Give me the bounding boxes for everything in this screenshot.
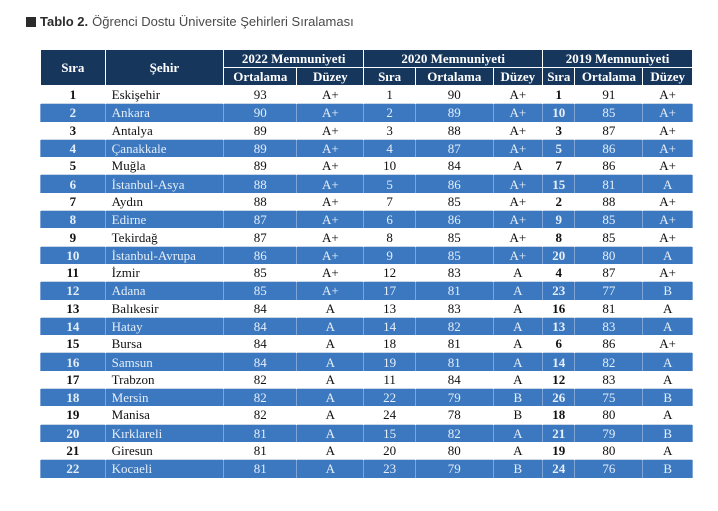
cell-2020-ortalama: 86 (415, 211, 493, 229)
cell-2020-duzey: A+ (493, 122, 543, 140)
cell-2020-sira: 8 (364, 228, 416, 246)
cell-2019-sira: 14 (543, 353, 575, 371)
cell-2022-ortalama: 85 (224, 282, 297, 300)
cell-2019-sira: 9 (543, 211, 575, 229)
cell-2020-ortalama: 85 (415, 193, 493, 211)
cell-2019-ortalama: 86 (575, 335, 643, 353)
cell-2020-sira: 12 (364, 264, 416, 282)
table-row (41, 424, 693, 442)
cell-2020-ortalama: 79 (415, 389, 493, 407)
cell-rank: 19 (41, 406, 106, 424)
cell-city: Hatay (105, 317, 224, 335)
cell-2022-duzey: A (297, 335, 364, 353)
cell-2022-ortalama: 90 (224, 104, 297, 122)
cell-city: Ankara (105, 104, 224, 122)
cell-2020-duzey: A (493, 442, 543, 460)
cell-rank: 20 (41, 424, 106, 442)
cell-2020-ortalama: 82 (415, 424, 493, 442)
cell-2022-ortalama: 88 (224, 175, 297, 193)
cell-2020-ortalama: 82 (415, 317, 493, 335)
cell-2020-ortalama: 83 (415, 300, 493, 318)
cell-2022-ortalama: 89 (224, 157, 297, 175)
cell-2020-ortalama: 88 (415, 122, 493, 140)
cell-2020-duzey: A (493, 335, 543, 353)
cell-2022-duzey: A (297, 353, 364, 371)
cell-2019-duzey: B (643, 389, 693, 407)
cell-rank: 15 (41, 335, 106, 353)
cell-2020-ortalama: 81 (415, 353, 493, 371)
cell-2020-sira: 18 (364, 335, 416, 353)
cell-rank: 22 (41, 460, 106, 478)
cell-2019-duzey: B (643, 282, 693, 300)
table-body (41, 86, 693, 478)
cell-2019-sira: 18 (543, 406, 575, 424)
table-row (41, 122, 693, 140)
cell-2019-ortalama: 85 (575, 211, 643, 229)
table-row (41, 353, 693, 371)
cell-2022-ortalama: 88 (224, 193, 297, 211)
cell-rank: 17 (41, 371, 106, 389)
cell-rank: 18 (41, 389, 106, 407)
cell-2022-ortalama: 85 (224, 264, 297, 282)
table-row (41, 282, 693, 300)
table-row (41, 193, 693, 211)
cell-2020-ortalama: 78 (415, 406, 493, 424)
cell-2019-duzey: A (643, 317, 693, 335)
cell-2020-sira: 5 (364, 175, 416, 193)
cell-2020-ortalama: 84 (415, 157, 493, 175)
cell-2020-sira: 14 (364, 317, 416, 335)
table-row (41, 300, 693, 318)
cell-2019-ortalama: 75 (575, 389, 643, 407)
cell-2020-duzey: A+ (493, 104, 543, 122)
cell-rank: 9 (41, 228, 106, 246)
cell-2020-sira: 10 (364, 157, 416, 175)
cell-2019-duzey: A (643, 442, 693, 460)
cell-city: Kırklareli (105, 424, 224, 442)
cell-2020-duzey: A (493, 353, 543, 371)
cell-2020-duzey: A+ (493, 246, 543, 264)
cell-2020-sira: 23 (364, 460, 416, 478)
cell-2019-sira: 8 (543, 228, 575, 246)
cell-2019-sira: 26 (543, 389, 575, 407)
cell-2022-duzey: A (297, 389, 364, 407)
header-2022-ortalama: Ortalama (224, 68, 297, 86)
cell-2019-ortalama: 87 (575, 122, 643, 140)
cell-2020-sira: 4 (364, 139, 416, 157)
cell-2020-duzey: B (493, 406, 543, 424)
cell-2022-ortalama: 87 (224, 211, 297, 229)
cell-2019-sira: 5 (543, 139, 575, 157)
cell-2020-sira: 22 (364, 389, 416, 407)
cell-2022-ortalama: 81 (224, 424, 297, 442)
cell-2022-ortalama: 82 (224, 406, 297, 424)
cell-2022-ortalama: 81 (224, 460, 297, 478)
cell-2019-ortalama: 83 (575, 317, 643, 335)
cell-2020-sira: 24 (364, 406, 416, 424)
cell-2019-sira: 2 (543, 193, 575, 211)
cell-2020-sira: 3 (364, 122, 416, 140)
cell-2022-ortalama: 82 (224, 389, 297, 407)
cell-city: Eskişehir (105, 86, 224, 104)
cell-city: Muğla (105, 157, 224, 175)
cell-2022-ortalama: 86 (224, 246, 297, 264)
cell-2020-duzey: A (493, 424, 543, 442)
caption-label: Tablo 2. (40, 14, 89, 29)
cell-2019-duzey: A+ (643, 335, 693, 353)
cell-2019-ortalama: 91 (575, 86, 643, 104)
cell-2020-duzey: A (493, 371, 543, 389)
cell-rank: 10 (41, 246, 106, 264)
cell-rank: 6 (41, 175, 106, 193)
cell-2020-ortalama: 86 (415, 175, 493, 193)
cell-2020-sira: 17 (364, 282, 416, 300)
cell-2020-sira: 9 (364, 246, 416, 264)
cell-rank: 12 (41, 282, 106, 300)
cell-2022-duzey: A (297, 300, 364, 318)
cell-city: Çanakkale (105, 139, 224, 157)
table-row (41, 460, 693, 478)
cell-2020-ortalama: 83 (415, 264, 493, 282)
header-2019-ortalama: Ortalama (575, 68, 643, 86)
cell-2020-ortalama: 80 (415, 442, 493, 460)
cell-2019-duzey: A (643, 371, 693, 389)
cell-2022-ortalama: 84 (224, 317, 297, 335)
cell-2019-sira: 6 (543, 335, 575, 353)
cell-2019-sira: 16 (543, 300, 575, 318)
cell-2019-duzey: A+ (643, 157, 693, 175)
cell-2019-duzey: A+ (643, 139, 693, 157)
cell-2019-ortalama: 80 (575, 442, 643, 460)
cell-2020-duzey: A+ (493, 193, 543, 211)
cell-rank: 13 (41, 300, 106, 318)
cell-rank: 16 (41, 353, 106, 371)
cell-2022-duzey: A+ (297, 264, 364, 282)
cell-2019-ortalama: 86 (575, 139, 643, 157)
cell-rank: 8 (41, 211, 106, 229)
cell-2019-sira: 15 (543, 175, 575, 193)
cell-2020-ortalama: 87 (415, 139, 493, 157)
ranking-table (40, 49, 693, 478)
cell-2019-ortalama: 81 (575, 300, 643, 318)
cell-2022-ortalama: 87 (224, 228, 297, 246)
cell-city: Antalya (105, 122, 224, 140)
cell-rank: 14 (41, 317, 106, 335)
cell-2019-duzey: A (643, 246, 693, 264)
cell-2019-sira: 19 (543, 442, 575, 460)
cell-city: Samsun (105, 353, 224, 371)
cell-2022-duzey: A (297, 317, 364, 335)
table-row (41, 335, 693, 353)
header-sehir: Şehir (105, 50, 224, 86)
cell-2019-ortalama: 81 (575, 175, 643, 193)
cell-2019-duzey: A+ (643, 104, 693, 122)
cell-2019-duzey: A (643, 406, 693, 424)
cell-2019-sira: 10 (543, 104, 575, 122)
cell-2022-ortalama: 82 (224, 371, 297, 389)
cell-city: Kocaeli (105, 460, 224, 478)
cell-2020-ortalama: 81 (415, 282, 493, 300)
cell-2020-sira: 6 (364, 211, 416, 229)
header-group-2022: 2022 Memnuniyeti (224, 50, 364, 68)
cell-2020-duzey: A (493, 264, 543, 282)
cell-2022-duzey: A+ (297, 282, 364, 300)
cell-city: Adana (105, 282, 224, 300)
cell-2022-duzey: A+ (297, 122, 364, 140)
cell-2020-ortalama: 89 (415, 104, 493, 122)
cell-2022-duzey: A+ (297, 228, 364, 246)
cell-city: İstanbul-Asya (105, 175, 224, 193)
header-group-2020: 2020 Memnuniyeti (364, 50, 543, 68)
cell-2019-duzey: A+ (643, 264, 693, 282)
caption-text: Öğrenci Dostu Üniversite Şehirleri Sıralaması (92, 14, 354, 29)
cell-2019-sira: 4 (543, 264, 575, 282)
cell-city: Edirne (105, 211, 224, 229)
cell-2022-duzey: A+ (297, 211, 364, 229)
cell-2020-sira: 20 (364, 442, 416, 460)
table-row (41, 264, 693, 282)
cell-2020-ortalama: 85 (415, 246, 493, 264)
cell-2019-duzey: A (643, 175, 693, 193)
cell-2019-sira: 1 (543, 86, 575, 104)
cell-2019-sira: 21 (543, 424, 575, 442)
cell-2019-duzey: A (643, 300, 693, 318)
cell-2020-duzey: A+ (493, 139, 543, 157)
cell-2019-ortalama: 86 (575, 157, 643, 175)
header-sira: Sıra (41, 50, 106, 86)
cell-2019-duzey: A+ (643, 86, 693, 104)
cell-2020-sira: 15 (364, 424, 416, 442)
cell-2022-duzey: A+ (297, 193, 364, 211)
table-row (41, 442, 693, 460)
cell-2019-duzey: A+ (643, 211, 693, 229)
header-2020-duzey: Düzey (493, 68, 543, 86)
cell-2022-duzey: A (297, 442, 364, 460)
table-row (41, 211, 693, 229)
table-row (41, 139, 693, 157)
cell-2022-duzey: A+ (297, 175, 364, 193)
table-row (41, 157, 693, 175)
cell-city: İzmir (105, 264, 224, 282)
header-group-2019: 2019 Memnuniyeti (543, 50, 693, 68)
cell-2022-ortalama: 81 (224, 442, 297, 460)
cell-2022-ortalama: 84 (224, 300, 297, 318)
cell-2019-duzey: A+ (643, 122, 693, 140)
cell-2022-ortalama: 84 (224, 353, 297, 371)
cell-2019-ortalama: 79 (575, 424, 643, 442)
cell-rank: 11 (41, 264, 106, 282)
cell-2022-duzey: A+ (297, 157, 364, 175)
cell-2019-sira: 3 (543, 122, 575, 140)
cell-2020-duzey: A (493, 317, 543, 335)
cell-2020-ortalama: 85 (415, 228, 493, 246)
cell-city: Giresun (105, 442, 224, 460)
cell-rank: 5 (41, 157, 106, 175)
cell-city: Trabzon (105, 371, 224, 389)
cell-2020-sira: 1 (364, 86, 416, 104)
cell-2020-duzey: B (493, 460, 543, 478)
cell-2020-duzey: A (493, 157, 543, 175)
cell-rank: 3 (41, 122, 106, 140)
cell-2022-duzey: A (297, 371, 364, 389)
cell-2019-duzey: B (643, 424, 693, 442)
header-2019-sira: Sıra (543, 68, 575, 86)
cell-2019-duzey: A+ (643, 193, 693, 211)
cell-2019-sira: 24 (543, 460, 575, 478)
cell-2019-sira: 20 (543, 246, 575, 264)
cell-2022-duzey: A (297, 460, 364, 478)
table-row (41, 406, 693, 424)
cell-rank: 7 (41, 193, 106, 211)
header-2020-sira: Sıra (364, 68, 416, 86)
cell-2019-sira: 7 (543, 157, 575, 175)
cell-2020-sira: 13 (364, 300, 416, 318)
caption-square-icon (26, 17, 36, 27)
cell-2019-ortalama: 77 (575, 282, 643, 300)
cell-city: İstanbul-Avrupa (105, 246, 224, 264)
cell-2020-duzey: B (493, 389, 543, 407)
table-row (41, 86, 693, 104)
table-row (41, 228, 693, 246)
header-2020-ortalama: Ortalama (415, 68, 493, 86)
cell-2019-ortalama: 80 (575, 246, 643, 264)
cell-city: Bursa (105, 335, 224, 353)
cell-2022-duzey: A+ (297, 246, 364, 264)
cell-2020-duzey: A+ (493, 211, 543, 229)
cell-2020-ortalama: 90 (415, 86, 493, 104)
cell-2020-ortalama: 81 (415, 335, 493, 353)
cell-2020-duzey: A (493, 282, 543, 300)
cell-2020-duzey: A+ (493, 175, 543, 193)
table-row (41, 389, 693, 407)
cell-city: Aydın (105, 193, 224, 211)
table-row (41, 371, 693, 389)
cell-2020-sira: 2 (364, 104, 416, 122)
table-caption (26, 14, 354, 29)
table-row (41, 104, 693, 122)
cell-city: Tekirdağ (105, 228, 224, 246)
cell-2019-ortalama: 88 (575, 193, 643, 211)
cell-2022-ortalama: 93 (224, 86, 297, 104)
cell-2022-ortalama: 84 (224, 335, 297, 353)
cell-2019-ortalama: 82 (575, 353, 643, 371)
cell-2020-ortalama: 84 (415, 371, 493, 389)
cell-2022-duzey: A+ (297, 139, 364, 157)
cell-2020-sira: 11 (364, 371, 416, 389)
header-row-groups (41, 50, 693, 68)
cell-rank: 21 (41, 442, 106, 460)
table-row (41, 317, 693, 335)
cell-2019-sira: 13 (543, 317, 575, 335)
cell-2019-ortalama: 87 (575, 264, 643, 282)
header-2022-duzey: Düzey (297, 68, 364, 86)
cell-2020-ortalama: 79 (415, 460, 493, 478)
cell-2022-ortalama: 89 (224, 139, 297, 157)
cell-2020-duzey: A+ (493, 228, 543, 246)
cell-2019-ortalama: 85 (575, 104, 643, 122)
cell-2020-sira: 7 (364, 193, 416, 211)
cell-2020-sira: 19 (364, 353, 416, 371)
cell-rank: 1 (41, 86, 106, 104)
cell-2019-ortalama: 80 (575, 406, 643, 424)
cell-2020-duzey: A (493, 300, 543, 318)
cell-2019-duzey: A (643, 353, 693, 371)
cell-2022-duzey: A (297, 424, 364, 442)
cell-2022-ortalama: 89 (224, 122, 297, 140)
cell-2020-duzey: A+ (493, 86, 543, 104)
cell-2019-ortalama: 83 (575, 371, 643, 389)
cell-rank: 2 (41, 104, 106, 122)
cell-2019-duzey: A+ (643, 228, 693, 246)
table-row (41, 175, 693, 193)
header-2019-duzey: Düzey (643, 68, 693, 86)
cell-2019-ortalama: 76 (575, 460, 643, 478)
cell-2019-sira: 12 (543, 371, 575, 389)
table-row (41, 246, 693, 264)
cell-2019-ortalama: 85 (575, 228, 643, 246)
cell-rank: 4 (41, 139, 106, 157)
cell-2019-sira: 23 (543, 282, 575, 300)
cell-2019-duzey: B (643, 460, 693, 478)
cell-city: Manisa (105, 406, 224, 424)
cell-city: Balıkesir (105, 300, 224, 318)
cell-city: Mersin (105, 389, 224, 407)
cell-2022-duzey: A+ (297, 104, 364, 122)
cell-2022-duzey: A+ (297, 86, 364, 104)
cell-2022-duzey: A (297, 406, 364, 424)
